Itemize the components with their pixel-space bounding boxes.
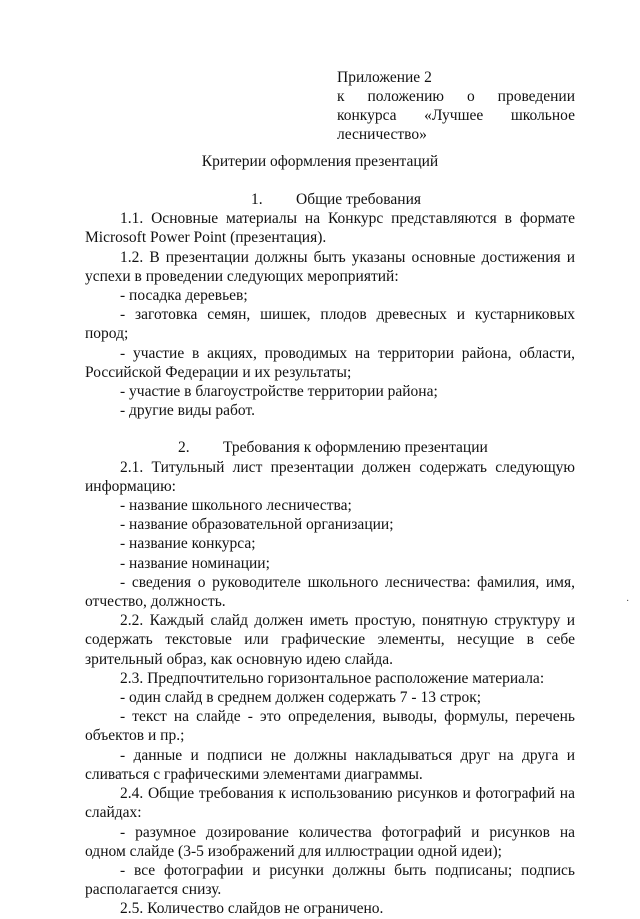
list-item: - все фотографии и рисунки должны быть подписаны; подпись располагается снизу. (85, 861, 575, 899)
paragraph-2-4: 2.4. Общие требования к использованию рисунков и фотографий на слайдах: (85, 785, 575, 822)
section-2-title: Требования к оформлению презентации (223, 439, 488, 457)
list-item: - текст на слайде - это определения, выводы, формулы, перечень объектов и пр.; (85, 708, 575, 745)
list-item: - участие в акциях, проводимых на территории района, области, Российской Федерации и их результаты; (85, 344, 575, 381)
document-body (85, 190, 575, 919)
list-item: - разумное дозирование количества фотографий и рисунков на одном слайде (3-5 изображений для иллюстрации одной идеи); (85, 823, 575, 860)
section-1-title: Общие требования (296, 191, 422, 208)
paragraph-2-1: 2.1. Титульный лист презентации должен содержать следующую информацию: (85, 458, 575, 495)
section-2-number: 2. (178, 439, 190, 457)
paragraph-2-5: 2.5. Количество слайдов не ограничено. (120, 900, 384, 918)
paragraph-1-1: 1.1. Основные материалы на Конкурс представляются в формате Microsoft Power Point (презентация). (85, 210, 575, 247)
list-item: - название образовательной организации; (120, 516, 394, 534)
list-item: - посадка деревьев; (120, 287, 248, 305)
list-item: - сведения о руководителе школьного лесничества: фамилия, имя, отчество, должность. (85, 573, 575, 611)
section-1-number: 1. (251, 191, 263, 208)
list-item: - название конкурса; (120, 535, 256, 553)
paragraph-2-2: 2.2. Каждый слайд должен иметь простую, понятную структуру и содержать текстовые или графические элементы, несущие в себе зрительный образ, как основную идею слайда. (85, 612, 575, 668)
document-title: Критерии оформления презентаций (201, 153, 439, 170)
list-item: - заготовка семян, шишек, плодов древесных и кустарниковых пород; (85, 306, 575, 343)
appendix-label: Приложение 2 (337, 69, 432, 86)
list-item: - данные и подписи не должны накладываться друг на друга и сливаться с графическими элементами диаграммы. (85, 746, 575, 783)
paragraph-2-3: 2.3. Предпочтительно горизонтальное расположение материала: (120, 669, 545, 687)
paragraph-1-2: 1.2. В презентации должны быть указаны основные достижения и успехи в проведении следующих мероприятий: (85, 248, 575, 285)
list-item: - один слайд в среднем должен содержать 7 - 13 строк; (120, 689, 482, 707)
appendix-line-3: конкурса «Лучшее школьное (337, 107, 575, 124)
list-item: - другие виды работ. (120, 402, 255, 420)
list-item: - участие в благоустройстве территории района; (120, 383, 438, 401)
section-2-heading (85, 438, 575, 457)
section-1-heading (85, 190, 575, 209)
appendix-line-4: лесничество» (337, 126, 427, 143)
scan-mark: · (626, 596, 630, 607)
appendix-line-2: к положению о проведении (337, 88, 575, 105)
list-item: - название номинации; (120, 554, 270, 572)
list-item: - название школьного лесничества; (120, 497, 352, 515)
appendix-block (337, 68, 575, 144)
